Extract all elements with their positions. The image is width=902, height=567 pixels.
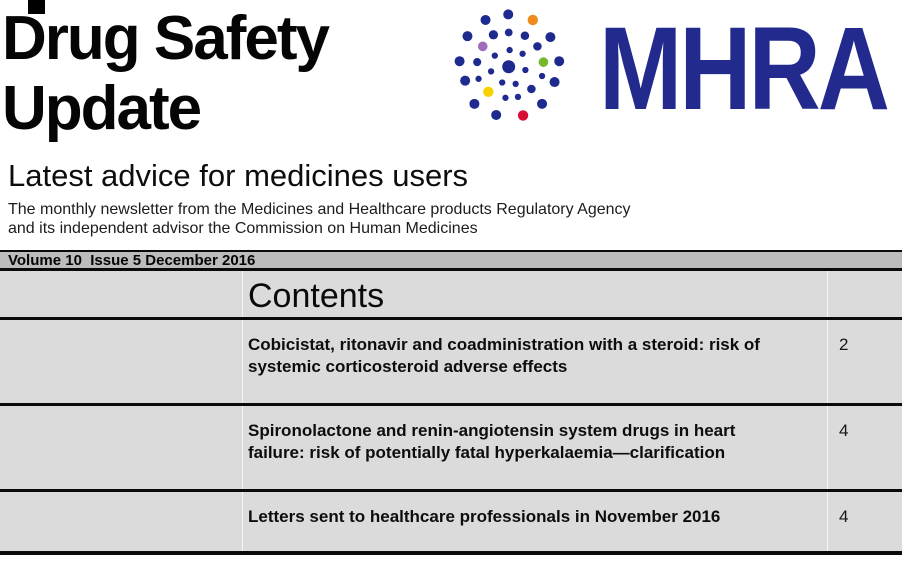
newsletter-description [8,200,631,238]
issue-label: Volume 10 Issue 5 December 2016 [8,251,256,269]
contents-header-row [0,271,902,320]
toc-entry-page-number: 4 [827,492,902,551]
mhra-dots-icon [448,5,587,135]
description-line-2: and its independent advisor the Commission on Human Medicines [8,220,478,237]
left-margin-column [0,406,243,489]
toc-row [0,320,902,406]
description-line-1: The monthly newsletter from the Medicines and Healthcare products Regulatory Agency [8,201,631,218]
masthead [0,0,902,250]
left-margin-column [0,271,243,317]
page-number-column-header [827,271,902,317]
toc-entry-title: Letters sent to healthcare professionals in November 2016 [248,507,721,526]
contents-heading: Contents [248,277,385,315]
contents-table [0,250,902,555]
toc-entry-page-number: 2 [827,320,902,403]
mhra-logo-text: MHRA [599,3,887,136]
left-margin-column [0,320,243,403]
toc-row [0,406,902,492]
tagline: Latest advice for medicines users [8,158,469,193]
left-margin-column [0,492,243,551]
mhra-logo [448,2,900,138]
issue-bar [0,250,902,271]
toc-entry-page-number: 4 [827,406,902,489]
toc-entry-title: Cobicistat, ritonavir and coadministration with a steroid: risk of systemic corticosteroid adverse effects [248,335,760,376]
toc-row [0,492,902,555]
toc-entry-title: Spironolactone and renin-angiotensin system drugs in heart failure: risk of potentially fatal hyperkalaemia—clarification [248,421,736,462]
page-title: Drug Safety Update [2,4,328,143]
